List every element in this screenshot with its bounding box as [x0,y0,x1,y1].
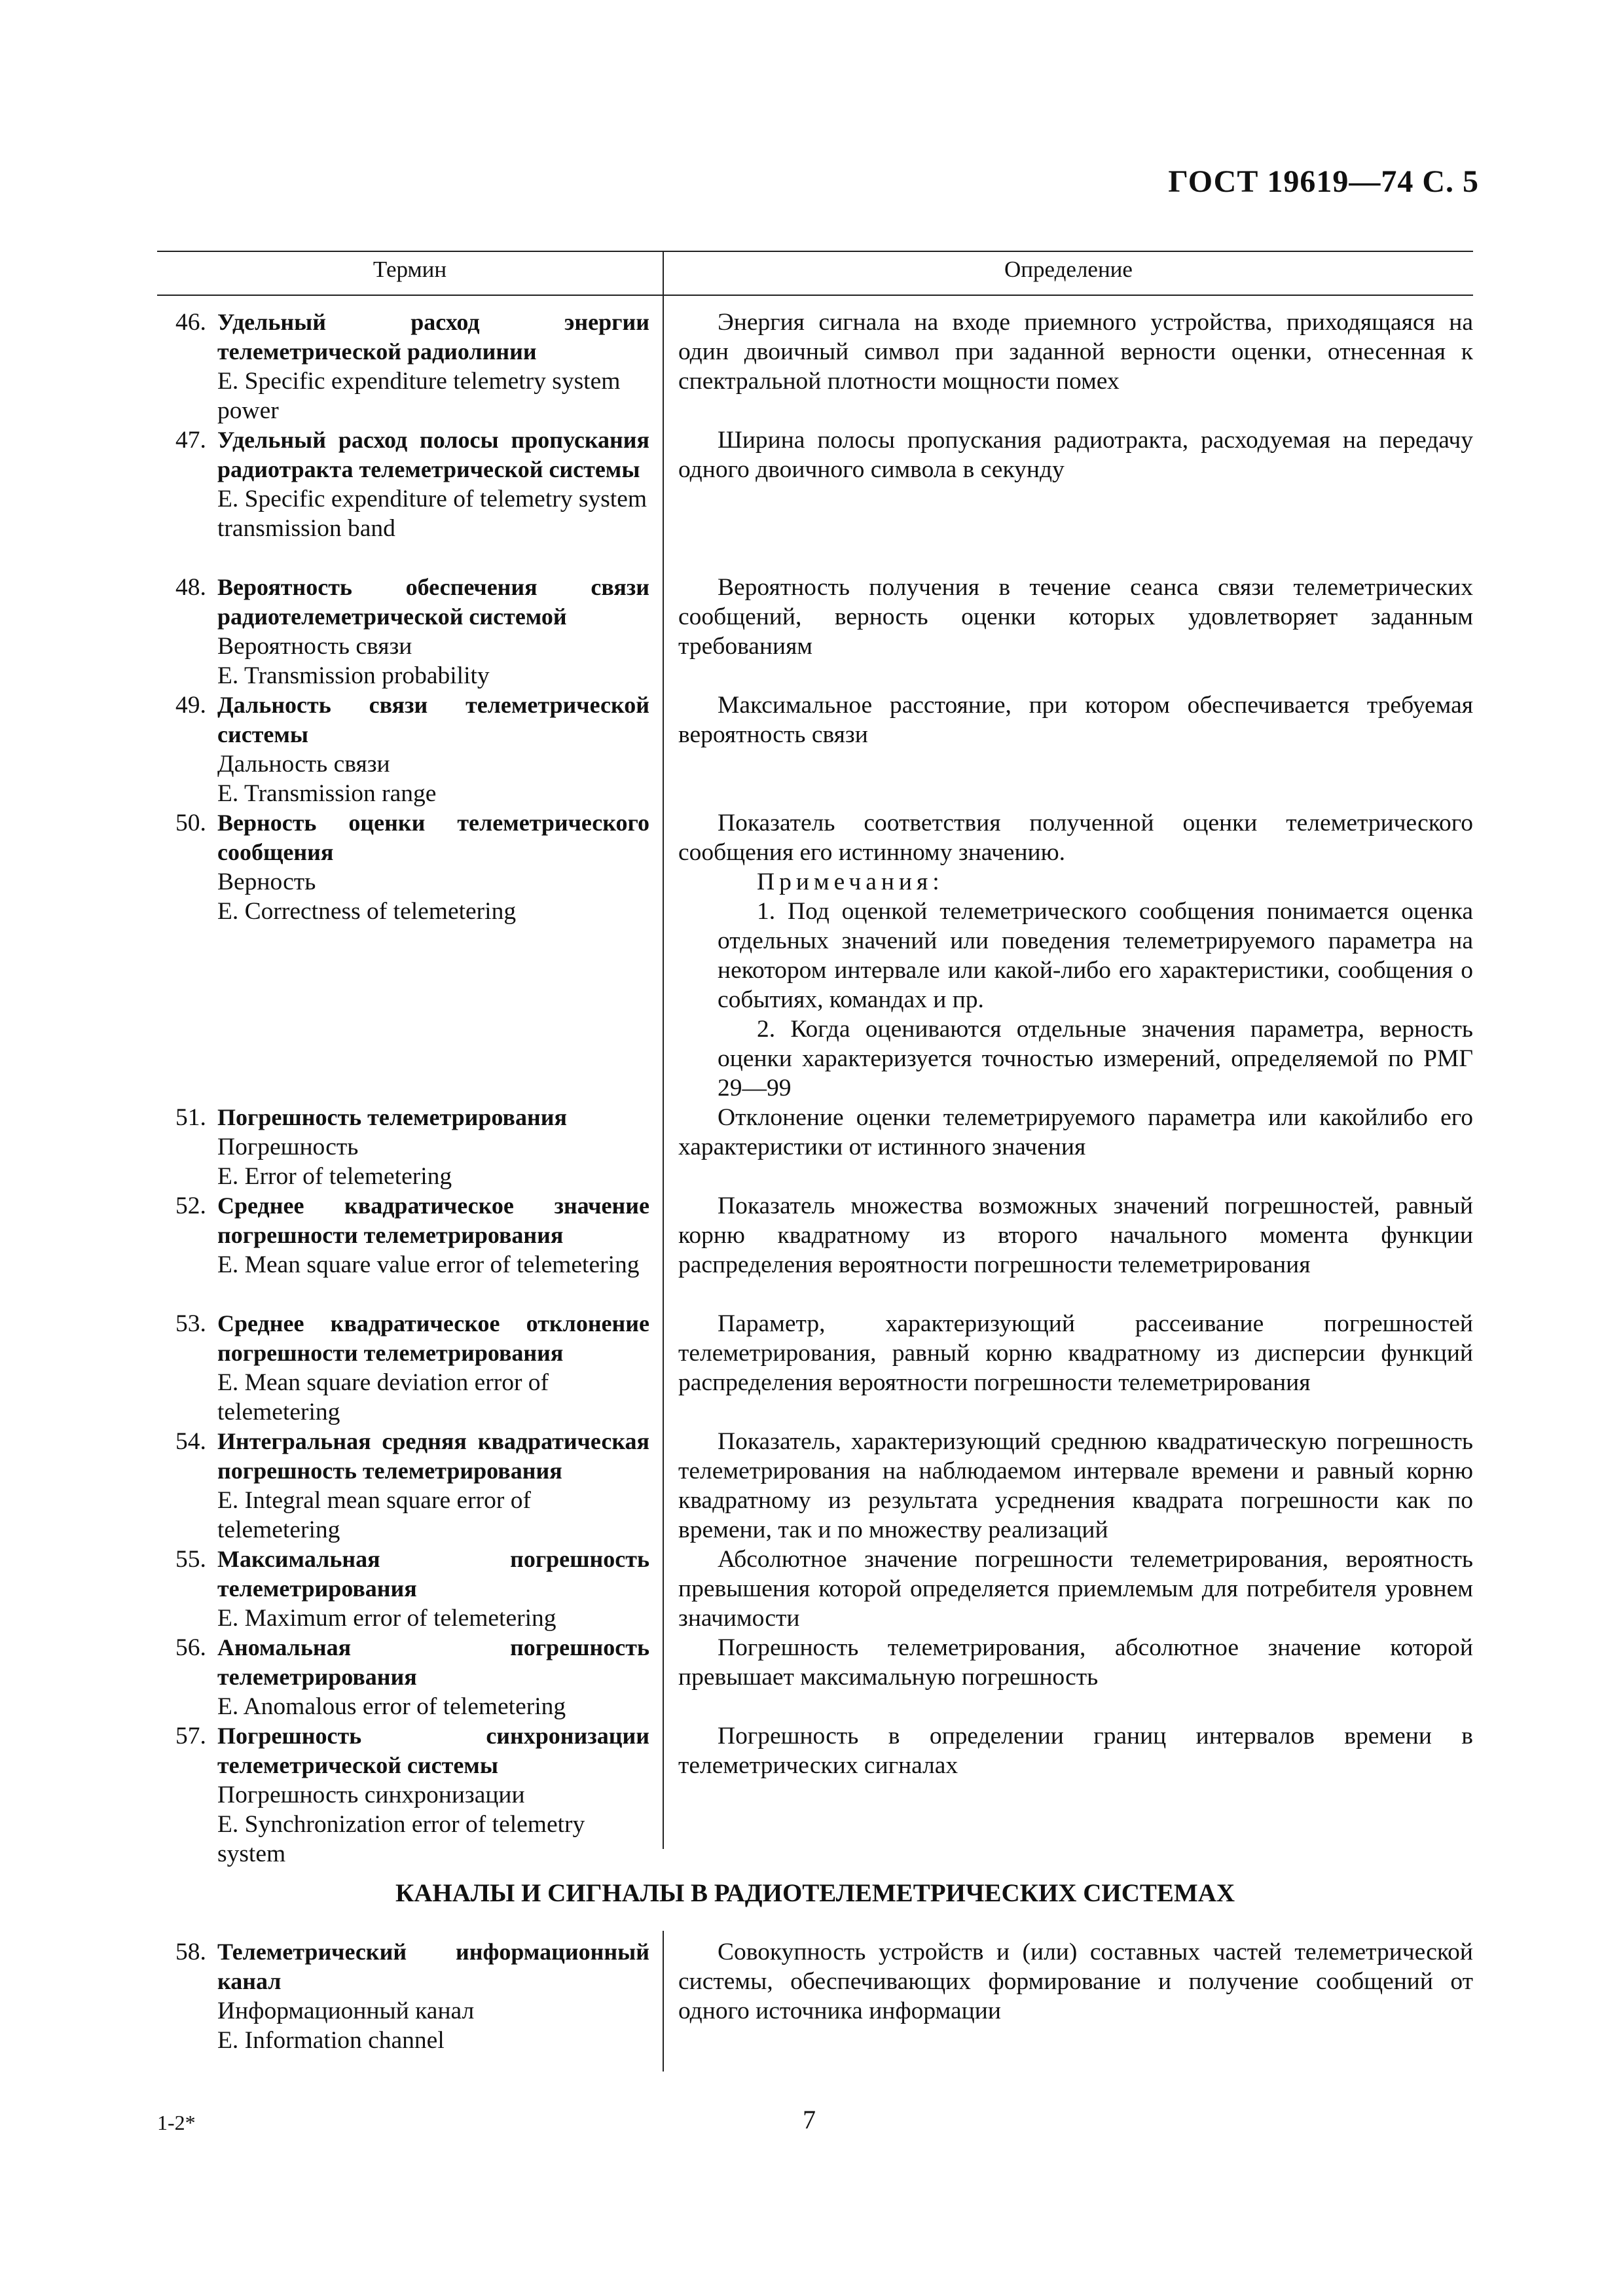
term-name: Удельный расход полосы пропускания радиотракта телеметрической системы [217,427,649,482]
term-entry [157,1937,649,2055]
term-entry [157,1545,649,1633]
definition-text: Погрешность телеметрирования, абсолютное значение которой превышает максимальную погрешность [678,1634,1473,1691]
term-name: Верность оценки телеметрического сообщения [217,810,649,865]
term-synonym: E. Correctness of telemetering [217,898,517,925]
term-synonym: Информационный канал [217,1998,475,2024]
term-cell [157,425,649,543]
term-synonym: E. Mean square value error of telemetering [217,1251,640,1278]
definition-cell [678,1309,1473,1397]
term-number: 56. [175,1634,206,1661]
definition-cell [678,308,1473,396]
term-cell [157,308,649,425]
term-entry [157,573,649,691]
term-name: Удельный расход энергии телеметрической радиолинии [217,309,649,365]
definition-cell [678,573,1473,661]
term-name: Среднее квадратическое отклонение погрешности телеметрирования [217,1310,649,1366]
term-number: 52. [175,1193,206,1219]
term-entry [157,1103,649,1191]
table-header-rule [157,295,1473,296]
term-number: 58. [175,1939,206,1965]
term-synonym: E. Maximum error of telemetering [217,1605,556,1632]
term-synonym: E. Integral mean square error of telemetering [217,1487,531,1543]
definition-cell [678,808,1473,1103]
definition-cell [678,1545,1473,1633]
term-synonym: E. Specific expenditure telemetry system power [217,368,621,424]
term-entry [157,1309,649,1427]
term-name: Интегральная средняя квадратическая погрешность телеметрирования [217,1428,649,1484]
definition-cell [678,425,1473,484]
term-cell [157,1427,649,1545]
definition-text: Отклонение оценки телеметрируемого параметра или какойлибо его характеристики от истинного значения [678,1104,1473,1160]
term-synonym: E. Error of telemetering [217,1163,452,1190]
definition-text: Параметр, характеризующий рассеивание погрешностей телеметрирования, равный корню квадратному из дисперсии функций распределения вероятности погрешности телеметрирования [678,1310,1473,1396]
definition-cell [678,691,1473,749]
document-header: ГОСТ 19619—74 С. 5 [1168,164,1479,199]
term-number: 51. [175,1104,206,1131]
term-name: Дальность связи телеметрической системы [217,692,649,747]
term-synonym: E. Information channel [217,2027,445,2054]
term-cell [157,1937,649,2055]
term-cell [157,1721,649,1869]
definition-text: Вероятность получения в течение сеанса связи телеметрических сообщений, верность оценки которых удовлетворяет заданным требованиям [678,574,1473,660]
note-text: 1. Под оценкой телеметрического сообщения понимается оценка отдельных значений или поведения телеметрируемого параметра на некотором интервале или какой-либо его характеристики, сообщения о событиях, командах и пр. [718,898,1473,1013]
definition-cell [678,1633,1473,1692]
definition-text: Совокупность устройств и (или) составных частей телеметрической системы, обеспечивающих формирование и получение сообщений от одного источника информации [678,1939,1473,2024]
definition-cell [678,1427,1473,1545]
term-name: Погрешность синхронизации телеметрической системы [217,1723,649,1778]
term-entry [157,425,649,543]
definition-cell [678,1191,1473,1280]
page-number: 7 [803,2105,816,2134]
term-synonym: E. Transmission probability [217,662,490,689]
term-name: Аномальная погрешность телеметрирования [217,1634,649,1690]
definition-text: Абсолютное значение погрешности телеметрирования, вероятность превышения которой определяется приемлемым для потребителя уровнем значимости [678,1546,1473,1632]
definition-text: Показатель, характеризующий среднюю квадратическую погрешность телеметрирования на наблюдаемом интервале времени и равный корню квадратному из результата усреднения квадрата погрешности как по времени, так и по множеству реализаций [678,1428,1473,1543]
term-entry [157,1191,649,1280]
definition-cell [678,1937,1473,2026]
term-number: 50. [175,810,206,836]
term-entry [157,1633,649,1721]
column-header-term: Термин [373,257,447,282]
definition-cell [678,1721,1473,1780]
definition-text: Погрешность в определении границ интервалов времени в телеметрических сигналах [678,1723,1473,1779]
term-number: 49. [175,692,206,719]
term-synonym: E. Mean square deviation error of telemetering [217,1369,549,1426]
term-entry [157,808,649,926]
term-number: 54. [175,1428,206,1455]
term-name: Погрешность телеметрирования [217,1104,567,1130]
term-entry [157,1427,649,1545]
definition-text: Максимальное расстояние, при котором обеспечивается требуемая вероятность связи [678,692,1473,748]
term-cell [157,1103,649,1191]
definition-cell [678,1103,1473,1162]
definition-text: Показатель соответствия полученной оценки телеметрического сообщения его истинному значению. [678,810,1473,866]
definition-text: Ширина полосы пропускания радиотракта, расходуемая на передачу одного двоичного символа в секунду [678,427,1473,483]
term-cell [157,1545,649,1633]
term-number: 48. [175,574,206,601]
table-top-rule [157,251,1473,252]
footer-sheet-mark: 1-2* [157,2111,196,2134]
term-synonym: Погрешность синхронизации [217,1782,525,1808]
term-synonym: Дальность связи [217,751,390,778]
term-cell [157,1309,649,1427]
section-title: КАНАЛЫ И СИГНАЛЫ В РАДИОТЕЛЕМЕТРИЧЕСКИХ СИСТЕМАХ [395,1879,1235,1907]
term-cell [157,808,649,926]
term-cell [157,1191,649,1280]
term-number: 47. [175,427,206,454]
term-entry [157,1721,649,1869]
term-name: Телеметрический информационный канал [217,1939,649,1994]
term-number: 53. [175,1310,206,1337]
term-synonym: Верность [217,869,316,895]
term-name: Максимальная погрешность телеметрирования [217,1546,649,1602]
term-synonym: E. Specific expenditure of telemetry system transmission band [217,486,647,542]
term-entry [157,308,649,425]
term-synonym: E. Anomalous error of telemetering [217,1693,566,1720]
notes-heading: Примечания: [757,869,944,895]
term-synonym: Погрешность [217,1134,359,1160]
term-number: 57. [175,1723,206,1749]
term-cell [157,1633,649,1721]
term-cell [157,691,649,808]
term-number: 55. [175,1546,206,1573]
definition-text: Показатель множества возможных значений погрешностей, равный корню квадратному из второго начального момента функции распределения вероятности погрешности телеметрирования [678,1193,1473,1278]
term-number: 46. [175,309,206,336]
column-divider [663,1931,664,2072]
term-entry [157,691,649,808]
definition-text: Энергия сигнала на входе приемного устройства, приходящаяся на один двоичный символ при заданной верности оценки, отнесенная к спектральной плотности мощности помех [678,309,1473,395]
term-synonym: E. Synchronization error of telemetry system [217,1811,585,1867]
term-name: Вероятность обеспечения связи радиотелеметрической системой [217,574,649,630]
term-name: Среднее квадратическое значение погрешности телеметрирования [217,1193,649,1248]
term-synonym: Вероятность связи [217,633,412,660]
column-header-definition: Определение [1004,257,1133,282]
column-divider [663,251,664,1849]
term-synonym: E. Transmission range [217,780,437,807]
term-cell [157,573,649,691]
note-text: 2. Когда оцениваются отдельные значения параметра, верность оценки характеризуется точностью измерений, определяемой по РМГ 29—99 [718,1016,1473,1102]
